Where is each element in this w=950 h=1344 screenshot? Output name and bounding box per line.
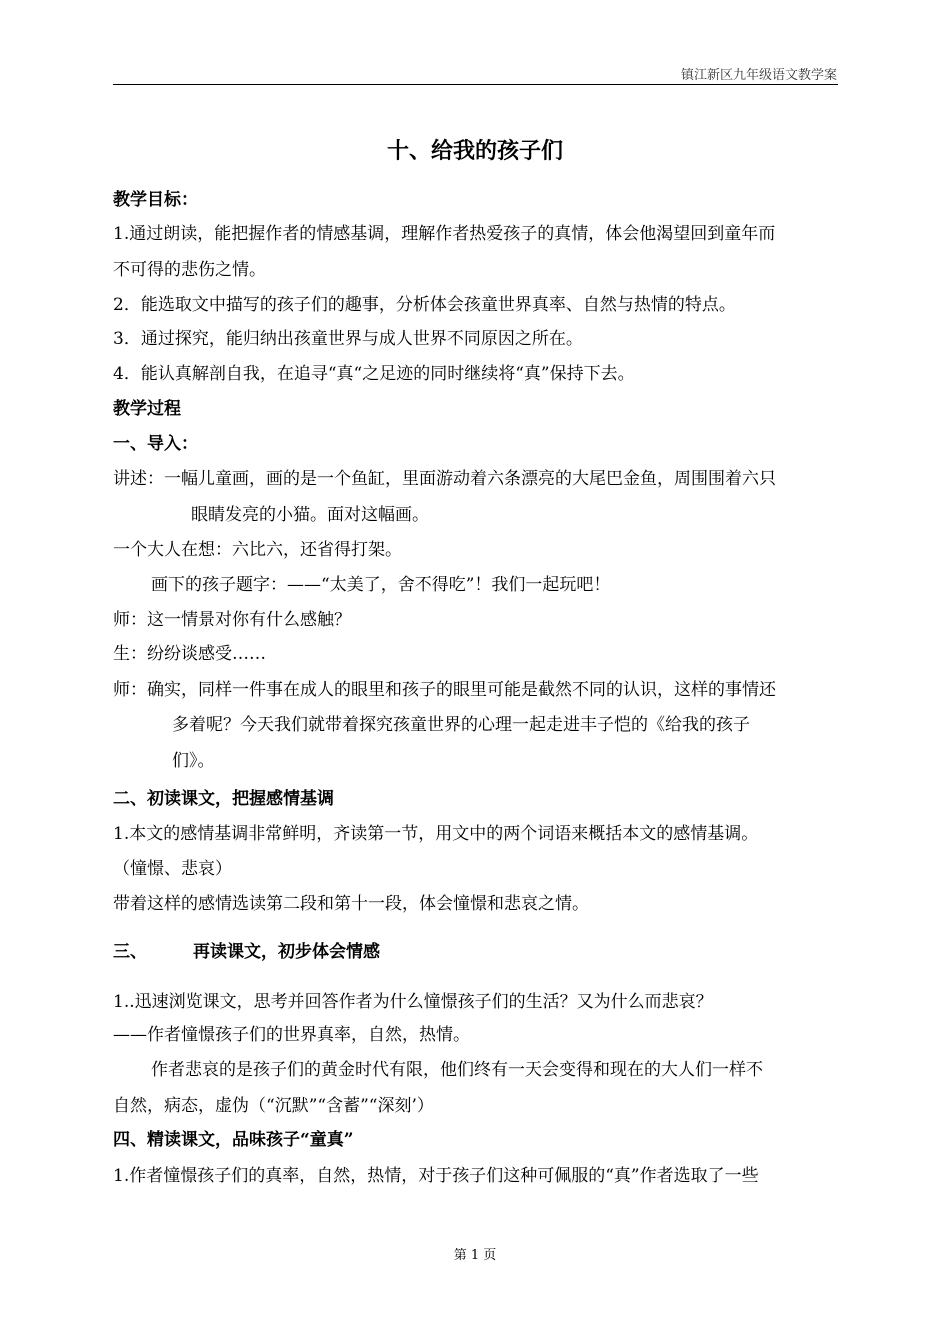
part3-title: 再读课文，初步体会情感 xyxy=(193,942,380,962)
student-answer: 生：纷纷谈感受…… xyxy=(113,644,266,664)
part3-answer-1: ——作者憧憬孩子们的世界真率，自然，热情。 xyxy=(113,1025,470,1045)
teacher-question: 师：这一情景对你有什么感触？ xyxy=(113,610,351,630)
part2-reading: 带着这样的感情选读第二段和第十一段，体会憧憬和悲哀之情。 xyxy=(113,894,589,914)
part3-number: 三、 xyxy=(113,942,147,962)
adult-line: 一个大人在想：六比六，还省得打架。 xyxy=(113,540,402,560)
process-heading: 教学过程 xyxy=(113,399,181,419)
intro-line-1: 讲述：一幅儿童画，画的是一个鱼缸，里面游动着六条漂亮的大尾巴金鱼，周围围着六只 xyxy=(113,469,776,489)
part1-heading: 一、导入： xyxy=(113,434,198,454)
part4-heading: 四、精读课文，品味孩子“童真” xyxy=(113,1130,354,1150)
part3-answer-2: 作者悲哀的是孩子们的黄金时代有限，他们终有一天会变得和现在的大人们一样不 xyxy=(151,1060,763,1080)
part2-heading: 二、初读课文，把握感情基调 xyxy=(113,789,334,809)
page-number: 第 1 页 xyxy=(453,1248,497,1263)
part2-question: 1.本文的感情基调非常鲜明，齐读第一节，用文中的两个词语来概括本文的感情基调。 xyxy=(113,824,759,844)
goals-heading: 教学目标： xyxy=(113,190,198,210)
part3-heading xyxy=(113,940,380,964)
goal-2: 2．能选取文中描写的孩子们的趣事，分析体会孩童世界真率、自然与热情的特点。 xyxy=(113,295,736,315)
goal-3: 3．通过探究，能归纳出孩童世界与成人世界不同原因之所在。 xyxy=(113,329,583,349)
teacher-line-1: 师：确实，同样一件事在成人的眼里和孩子的眼里可能是截然不同的认识，这样的事情还 xyxy=(113,680,776,700)
page-title: 十、给我的孩子们 xyxy=(386,138,563,164)
header-text: 镇江新区九年级语文教学案 xyxy=(680,68,837,83)
teacher-line-3: 们》。 xyxy=(172,751,215,771)
part2-answer: （憧憬、悲哀） xyxy=(113,859,232,879)
goal-4: 4．能认真解剖自我，在追寻“真“之足迹的同时继续将“真”保持下去。 xyxy=(113,364,635,384)
goal-1-line-2: 不可得的悲伤之情。 xyxy=(113,260,266,280)
teacher-line-2: 多着呢？今天我们就带着探究孩童世界的心理一起走进丰子恺的《给我的孩子 xyxy=(172,715,750,735)
goal-1-line-1: 1.通过朗读，能把握作者的情感基调，理解作者热爱孩子的真情，体会他渴望回到童年而 xyxy=(113,224,776,244)
header-divider xyxy=(113,84,838,85)
part3-question: 1..迅速浏览课文，思考并回答作者为什么憧憬孩子们的生活？又为什么而悲哀？ xyxy=(113,992,713,1012)
intro-line-2: 眼睛发亮的小猫。面对这幅画。 xyxy=(191,505,429,525)
part3-answer-3: 自然，病态，虚伪（“沉默”“含蓄”“深刻’） xyxy=(113,1096,434,1116)
part4-question: 1.作者憧憬孩子们的真率，自然，热情，对于孩子们这种可佩服的“真”作者选取了一些 xyxy=(113,1166,759,1186)
child-line: 画下的孩子题字：——“太美了，舍不得吃”！我们一起玩吧！ xyxy=(151,575,611,595)
